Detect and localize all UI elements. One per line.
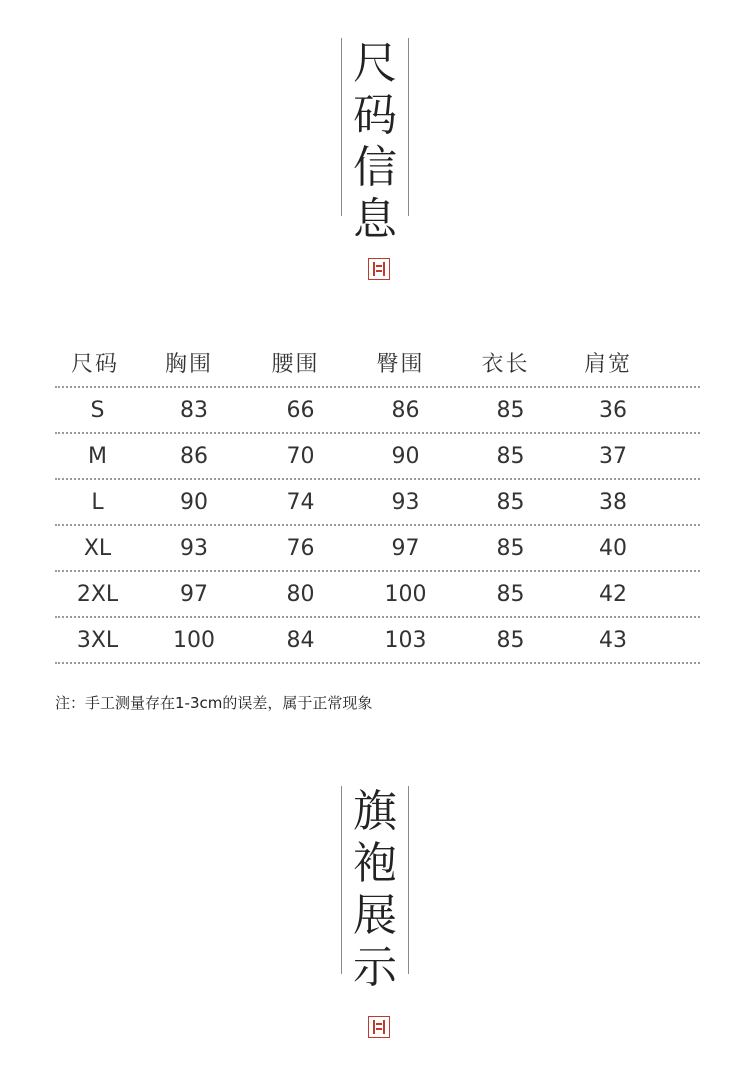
qipao-display-title bbox=[335, 786, 415, 993]
title-char: 旗 bbox=[353, 786, 397, 837]
title-char: 展 bbox=[353, 890, 397, 941]
title-right-line bbox=[408, 38, 409, 216]
waist-cell: 66 bbox=[286, 397, 315, 423]
title-char: 信 bbox=[353, 142, 397, 193]
hip-cell: 90 bbox=[391, 443, 420, 469]
header-cell: 肩宽 bbox=[583, 351, 632, 377]
hip-cell: 100 bbox=[384, 581, 427, 607]
hip-cell: 93 bbox=[391, 489, 420, 515]
waist-cell: 70 bbox=[286, 443, 315, 469]
shoulder-cell: 37 bbox=[599, 443, 627, 469]
length-cell: 85 bbox=[496, 443, 525, 469]
table-header-row bbox=[55, 338, 700, 388]
length-cell: 85 bbox=[496, 627, 525, 653]
hip-cell: 97 bbox=[391, 535, 420, 561]
table-row bbox=[55, 388, 700, 434]
table-row bbox=[55, 480, 700, 526]
size-info-title bbox=[335, 38, 415, 245]
size-cell: 2XL bbox=[76, 581, 119, 607]
table-row bbox=[55, 618, 700, 664]
shoulder-cell: 36 bbox=[599, 397, 627, 423]
title-left-line bbox=[341, 786, 342, 974]
waist-cell: 80 bbox=[286, 581, 315, 607]
waist-cell: 84 bbox=[286, 627, 315, 653]
size-cell: 3XL bbox=[76, 627, 119, 653]
length-cell: 85 bbox=[496, 581, 525, 607]
header-cell: 臀围 bbox=[376, 351, 425, 377]
hip-cell: 103 bbox=[384, 627, 427, 653]
chest-cell: 90 bbox=[180, 489, 208, 515]
length-cell: 85 bbox=[496, 535, 525, 561]
length-cell: 85 bbox=[496, 489, 525, 515]
shoulder-cell: 38 bbox=[599, 489, 627, 515]
size-cell: L bbox=[91, 489, 104, 515]
waist-cell: 76 bbox=[286, 535, 315, 561]
table-row bbox=[55, 434, 700, 480]
shoulder-cell: 43 bbox=[599, 627, 627, 653]
seal-stamp-icon bbox=[368, 1016, 390, 1038]
waist-cell: 74 bbox=[286, 489, 315, 515]
header-cell: 尺码 bbox=[70, 351, 119, 377]
title-char: 尺 bbox=[353, 38, 397, 89]
title-right-line bbox=[408, 786, 409, 974]
table-row bbox=[55, 572, 700, 618]
chest-cell: 83 bbox=[180, 397, 208, 423]
title-char: 袍 bbox=[353, 838, 397, 889]
chest-cell: 97 bbox=[180, 581, 208, 607]
size-cell: XL bbox=[83, 535, 112, 561]
title-char: 码 bbox=[353, 90, 397, 141]
title-char: 示 bbox=[353, 942, 397, 993]
hip-cell: 86 bbox=[391, 397, 420, 423]
title-left-line bbox=[341, 38, 342, 216]
header-cell: 胸围 bbox=[164, 351, 213, 377]
size-cell: S bbox=[90, 397, 105, 423]
chest-cell: 100 bbox=[173, 627, 215, 653]
shoulder-cell: 40 bbox=[599, 535, 627, 561]
header-cell: 腰围 bbox=[271, 351, 320, 377]
chest-cell: 93 bbox=[180, 535, 208, 561]
shoulder-cell: 42 bbox=[599, 581, 627, 607]
table-row bbox=[55, 526, 700, 572]
size-cell: M bbox=[88, 443, 107, 469]
size-table bbox=[55, 338, 700, 664]
length-cell: 85 bbox=[496, 397, 525, 423]
header-cell: 衣长 bbox=[481, 351, 530, 377]
title-char: 息 bbox=[353, 194, 397, 245]
seal-stamp-icon bbox=[368, 258, 390, 280]
chest-cell: 86 bbox=[180, 443, 208, 469]
measurement-note: 注：手工测量存在1-3cm的误差，属于正常现象 bbox=[55, 694, 373, 712]
